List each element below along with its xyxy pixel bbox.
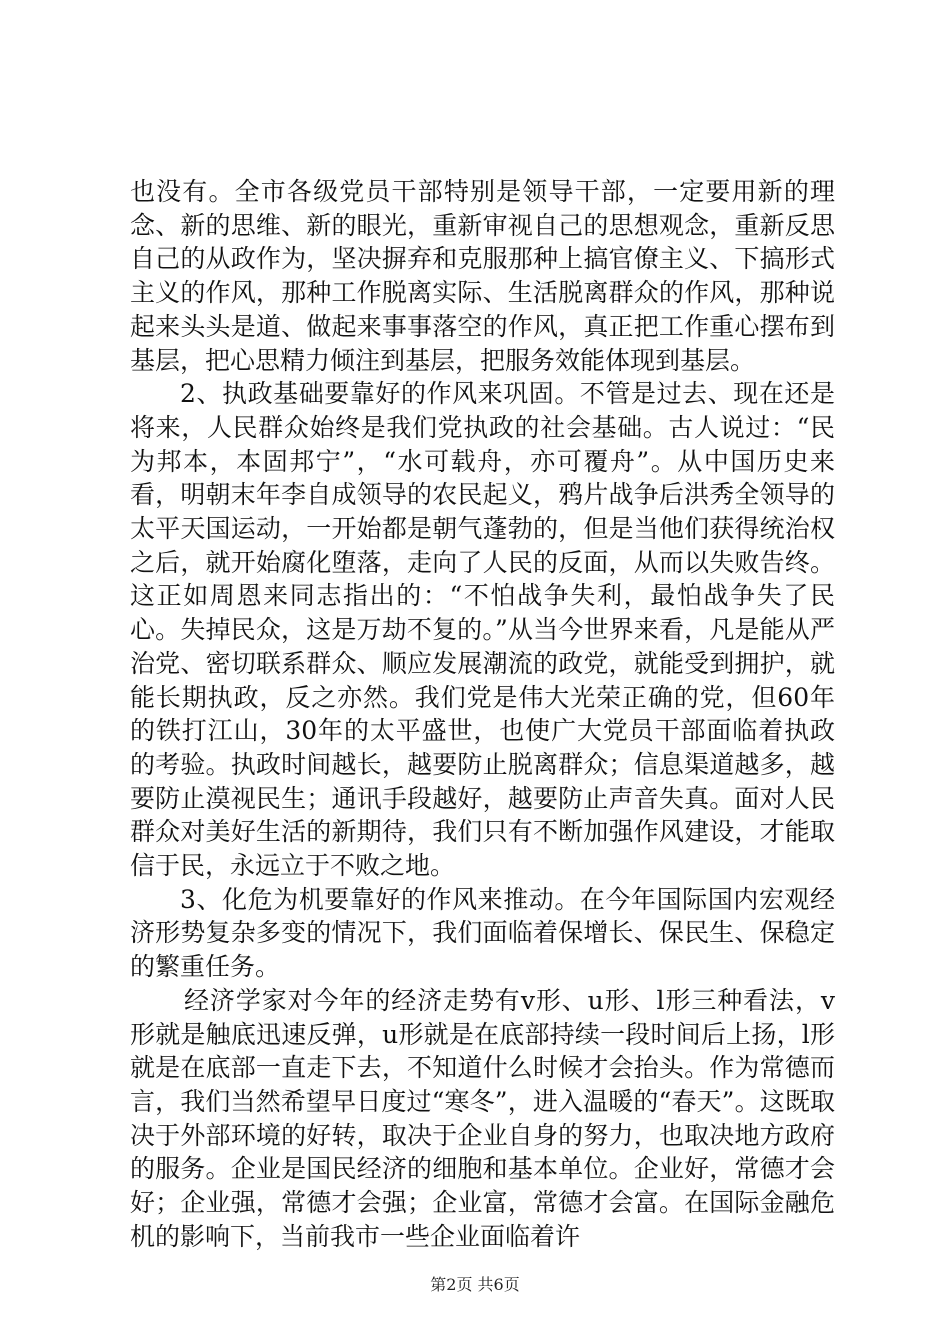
document-body (130, 175, 835, 1254)
page-number-footer: 第2页 共6页 (430, 1275, 520, 1294)
paragraph-continuation: 也没有。全市各级党员干部特别是领导干部，一定要用新的理念、新的思维、新的眼光，重新审视自己的思想观念，重新反思自己的从政作为，坚决摒弃和克服那种上搞官僚主义、下搞形式主义的作风，那种工作脱离实际、生活脱离群众的作风，那种说起来头头是道、做起来事事落空的作风，真正把工作重心摆布到基层，把心思精力倾注到基层，把服务效能体现到基层。 (130, 177, 835, 375)
paragraph-governance-foundation: 2、执政基础要靠好的作风来巩固。不管是过去、现在还是将来，人民群众始终是我们党执政的社会基础。古人说过：“民为邦本，本固邦宁”，“水可载舟，亦可覆舟”。从中国历史来看，明朝末年李自成领导的农民起义，鸦片战争后洪秀全领导的太平天国运动，一开始都是朝气蓬勃的，但是当他们获得统治权之后，就开始腐化堕落，走向了人民的反面，从而以失败告终。这正如周恩来同志指出的：“不怕战争失利，最怕战争失了民心。失掉民众，这是万劫不复的。”从当今世界来看，凡是能从严治党、密切联系群众、顺应发展潮流的政党，就能受到拥护，就能长期执政，反之亦然。我们党是伟大光荣正确的党，但60年的铁打江山，30年的太平盛世，也使广大党员干部面临着执政的考验。执政时间越长，越要防止脱离群众；信息渠道越多，越要防止漠视民生；通讯手段越好，越要防止声音失真。面对人民群众对美好生活的新期待，我们只有不断加强作风建设，才能取信于民，永远立于不败之地。 (130, 379, 835, 881)
paragraph-economic-outlook: 经济学家对今年的经济走势有v形、u形、l形三种看法，v形就是触底迅速反弹，u形就是在底部持续一段时间后上扬，l形就是在底部一直走下去，不知道什么时候才会抬头。作为常德而言，我们当然希望早日度过“寒冬”，进入温暖的“春天”。这既取决于外部环境的好转，取决于企业自身的努力，也取决地方政府的服务。企业是国民经济的细胞和基本单位。企业好，常德才会好；企业强，常德才会强；企业富，常德才会富。在国际金融危机的影响下，当前我市一些企业面临着许 (130, 985, 835, 1251)
paragraph-crisis-opportunity: 3、化危为机要靠好的作风来推动。在今年国际国内宏观经济形势复杂多变的情况下，我们面临着保增长、保民生、保稳定的繁重任务。 (130, 884, 835, 982)
